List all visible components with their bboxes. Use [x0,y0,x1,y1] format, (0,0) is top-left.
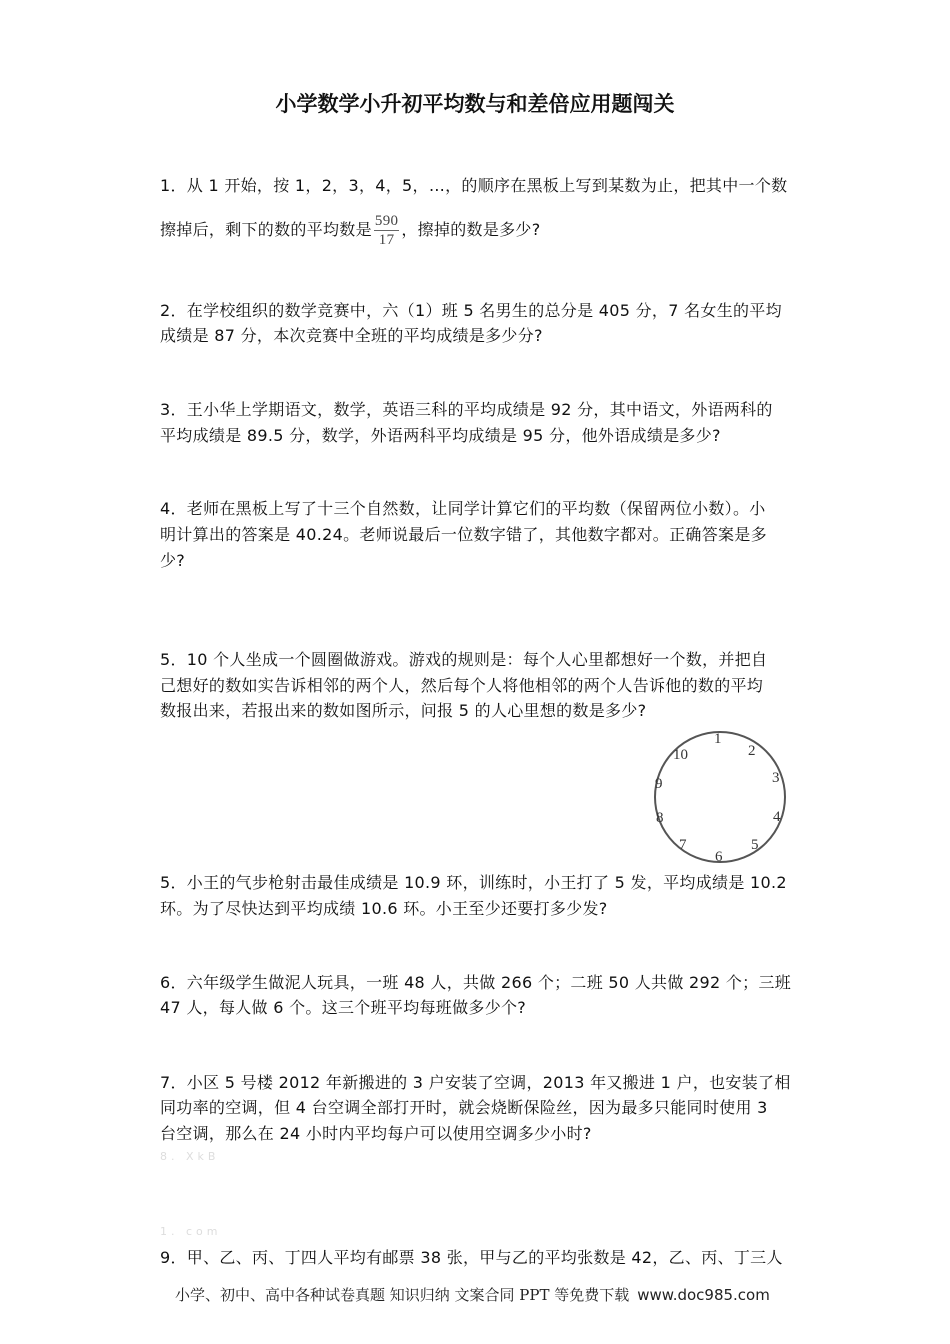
question-9-line: 9．甲、乙、丙、丁四人平均有邮票 38 张，甲与乙的平均张数是 42，乙、丙、丁三人 [160,1248,783,1267]
question-5b-line: 环。为了尽快达到平均成绩 10.6 环。小王至少还要打多少发? [160,899,608,918]
watermark: 8. XkB [160,1150,220,1163]
question-7-line: 7．小区 5 号楼 2012 年新搬进的 3 户安装了空调，2013 年又搬进 1 户，也安装了相 [160,1073,791,1092]
clock-number: 9 [655,776,663,792]
clock-number: 4 [773,809,781,825]
question-2-line: 2．在学校组织的数学竞赛中，六（1）班 5 名男生的总分是 405 分，7 名女生的平均 [160,301,782,320]
fraction [374,212,399,249]
question-4-line: 4．老师在黑板上写了十三个自然数，让同学计算它们的平均数（保留两位小数）。小 [160,499,766,518]
question-5-line: 5．10 个人坐成一个圆圈做游戏。游戏的规则是：每个人心里都想好一个数，并把自 [160,650,768,669]
question-5-line: 数报出来，若报出来的数如图所示，问报 5 的人心里想的数是多少? [160,701,647,720]
question-7-line: 台空调，那么在 24 小时内平均每户可以使用空调多少小时? [160,1124,592,1143]
question-1-line: 1．从 1 开始，按 1，2，3，4，5，…，的顺序在黑板上写到某数为止，把其中一个数 [160,176,788,195]
question-2-line: 成绩是 87 分，本次竞赛中全班的平均成绩是多少分? [160,326,543,345]
clock-number: 5 [751,837,759,853]
clock-number: 3 [772,770,780,786]
clock-number: 2 [748,743,756,759]
question-5b-line: 5．小王的气步枪射击最佳成绩是 10.9 环，训练时，小王打了 5 发，平均成绩是 10.2 [160,873,787,892]
question-1-line [160,210,541,250]
question-6-line: 6．六年级学生做泥人玩具，一班 48 人，共做 266 个；二班 50 人共做 292 个；三班 [160,973,792,992]
question-6-line: 47 人，每人做 6 个。这三个班平均每班做多少个? [160,998,527,1017]
question-5-line: 己想好的数如实告诉相邻的两个人，然后每个人将他相邻的两个人告诉他的数的平均 [160,676,764,695]
question-4-line: 少? [160,551,186,570]
clock-number: 6 [715,849,723,863]
clock-number: 10 [673,747,688,763]
footer-text: 小学、初中、高中各种试卷真题 知识归纳 文案合同 PPT 等免费下载 [175,1286,630,1304]
watermark: 1. com [160,1225,222,1238]
question-3-line: 平均成绩是 89.5 分，数学，外语两科平均成绩是 95 分，他外语成绩是多少? [160,426,721,445]
circle-diagram [652,727,788,863]
page-title: 小学数学小升初平均数与和差倍应用题闯关 [275,92,675,116]
text: ，擦掉的数是多少? [401,220,541,239]
question-7-line: 同功率的空调，但 4 台空调全部打开时，就会烧断保险丝，因为最多只能同时使用 3 [160,1098,768,1117]
question-3-line: 3．王小华上学期语文，数学，英语三科的平均成绩是 92 分，其中语文，外语两科的 [160,400,773,419]
question-4-line: 明计算出的答案是 40.24。老师说最后一位数字错了，其他数字都对。正确答案是多 [160,525,767,544]
clock-number: 8 [656,810,664,826]
footer [175,1284,770,1305]
denominator: 17 [378,232,395,248]
footer-link[interactable]: www.doc985.com [637,1286,770,1304]
clock-number: 1 [714,731,722,747]
text: 擦掉后，剩下的数的平均数是 [160,220,372,239]
numerator: 590 [374,213,399,229]
clock-number: 7 [679,837,687,853]
